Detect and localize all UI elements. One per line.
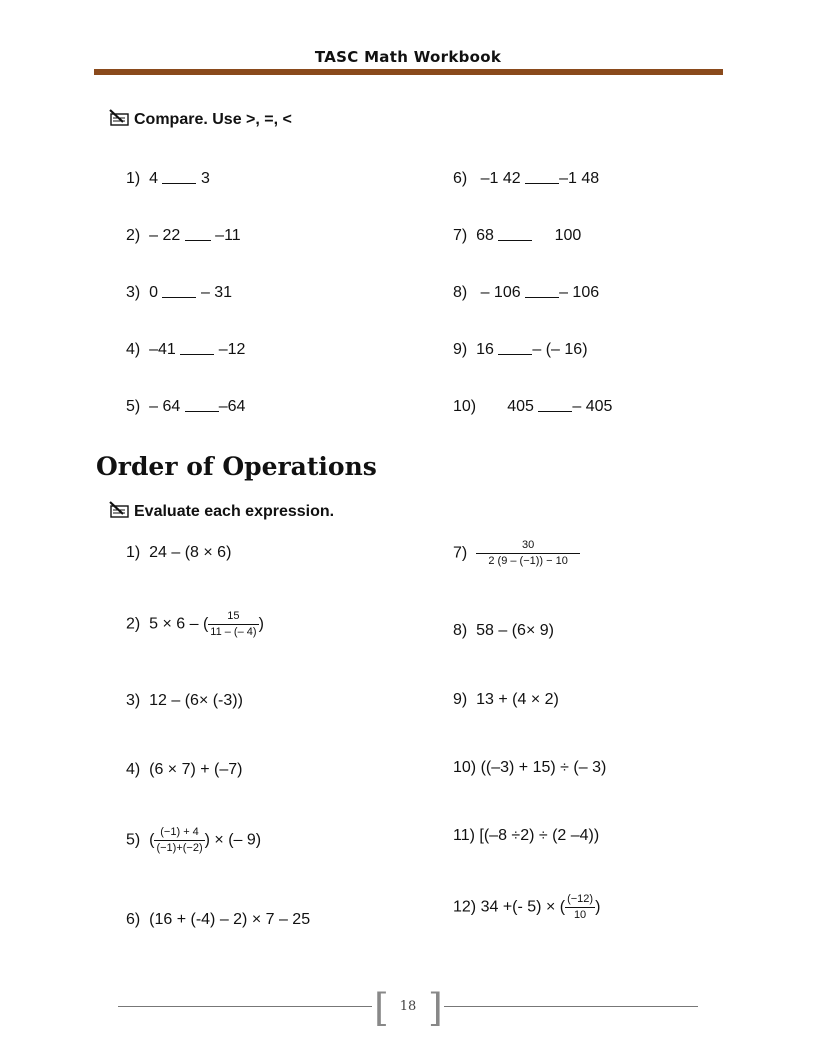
compare-item-7: 7) 68 100 — [453, 227, 582, 244]
expression-item-3: 3) 12 – (6× (-3)) — [126, 692, 243, 709]
fraction: $\frac{15}{11 - (- 4)}$ — [210, 610, 257, 638]
answer-blank[interactable] — [498, 342, 532, 355]
fraction: $\frac{(-1) + 4}{(-1)+(-2)}$ — [156, 826, 203, 854]
page-number: 18 — [399, 999, 417, 1014]
expression-item-1: 1) 24 – (8 × 6) — [126, 544, 232, 561]
footer-rule-right — [444, 1006, 698, 1007]
pencil-paper-icon — [108, 501, 132, 519]
answer-blank[interactable] — [180, 342, 214, 355]
compare-item-4: 4) –41 –12 — [126, 341, 246, 358]
compare-item-8: 8) – 106 – 106 — [453, 284, 600, 301]
compare-item-10: 10) 405 – 405 — [453, 398, 613, 415]
header-rule — [94, 69, 723, 75]
answer-blank[interactable] — [185, 228, 211, 241]
compare-item-5: 5) – 64 –64 — [126, 398, 246, 415]
footer-bracket-left: [ — [374, 986, 389, 1030]
pencil-paper-icon — [108, 109, 132, 127]
compare-instruction — [108, 109, 292, 129]
answer-blank[interactable] — [162, 171, 196, 184]
answer-blank[interactable] — [538, 399, 572, 412]
order-instruction — [108, 501, 334, 521]
fraction: $\frac{30}{2 (9 - (-1)) - 10}$ — [476, 539, 580, 568]
answer-blank[interactable] — [185, 399, 219, 412]
compare-instruction-text: Compare. Use >, =, < — [134, 111, 292, 128]
expression-item-7: 7) $\frac{30}{2 (9 - (-1)) - 10}$ — [453, 539, 580, 568]
compare-item-1: 1) 4 3 — [126, 170, 210, 187]
expression-item-10: 10) ((–3) + 15) ÷ (– 3) — [453, 759, 607, 776]
section-title: Order of Operations — [96, 452, 377, 481]
answer-blank[interactable] — [525, 171, 559, 184]
expression-item-8: 8) 58 – (6× 9) — [453, 622, 554, 639]
answer-blank[interactable] — [498, 228, 532, 241]
expression-item-2: 2) 5 × 6 – ( $\frac{15}{11 - (- 4)}$ ) — [126, 610, 264, 638]
compare-item-2: 2) – 22 –11 — [126, 227, 241, 244]
expression-item-5: 5) ( $\frac{(-1) + 4}{(-1)+(-2)}$ ) × (– 9) — [126, 826, 262, 854]
fraction: $\frac{(-12)}{10}$ — [567, 893, 594, 921]
answer-blank[interactable] — [162, 285, 196, 298]
expression-item-6: 6) (16 + (-4) – 2) × 7 – 25 — [126, 911, 311, 928]
expression-item-12: 12) 34 +(- 5) × ( $\frac{(-12)}{10}$ ) — [453, 893, 601, 921]
compare-item-9: 9) 16 – (– 16) — [453, 341, 588, 358]
expression-item-4: 4) (6 × 7) + (–7) — [126, 761, 243, 778]
footer-bracket-right: ] — [428, 986, 443, 1030]
compare-item-3: 3) 0 – 31 — [126, 284, 233, 301]
expression-item-11: 11) [(–8 ÷2) ÷ (2 –4)) — [453, 827, 600, 844]
compare-item-6: 6) –1 42 –1 48 — [453, 170, 600, 187]
order-instruction-text: Evaluate each expression. — [134, 503, 335, 520]
expression-item-9: 9) 13 + (4 × 2) — [453, 691, 559, 708]
answer-blank[interactable] — [525, 285, 559, 298]
workbook-title: TASC Math Workbook — [314, 48, 502, 66]
footer-rule-left — [118, 1006, 372, 1007]
